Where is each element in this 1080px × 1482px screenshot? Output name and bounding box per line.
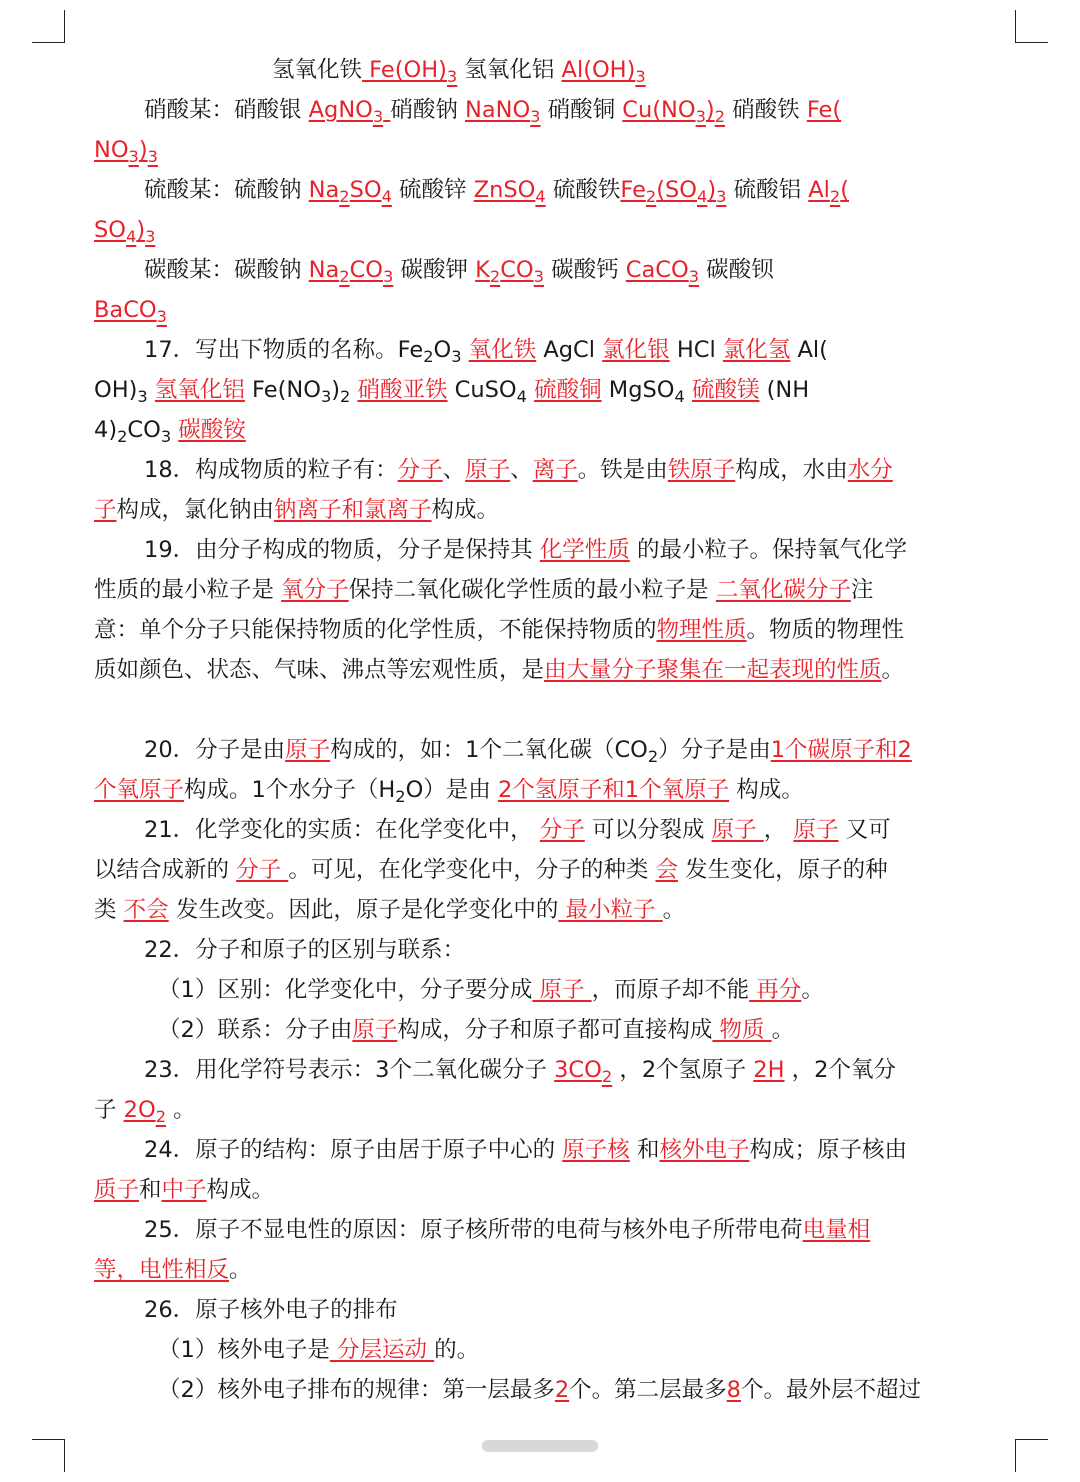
text-run: 。可见，在化学变化中，分子的种类	[288, 857, 656, 883]
subscript: 3	[451, 346, 462, 366]
answer-text: 电量相	[802, 1217, 871, 1243]
text-run: 构成，水由	[735, 457, 848, 483]
text-line	[94, 770, 984, 810]
text-run: 硫酸锌	[391, 177, 474, 203]
text-run: ，而原子却不能	[591, 977, 750, 1003]
text-run: 硫酸铁	[545, 177, 621, 203]
answer-text: NO	[94, 137, 129, 163]
text-run: 碳酸钙	[543, 257, 626, 283]
answer-text: 铁原子	[667, 457, 736, 483]
answer-subscript: 3	[688, 266, 699, 286]
document-body	[94, 50, 984, 1410]
answer-text: 离子	[532, 457, 578, 483]
subscript: 4	[674, 386, 685, 406]
answer-text: 原子	[285, 737, 331, 763]
answer-text: Na	[308, 177, 340, 203]
text-run	[148, 377, 155, 403]
answer-subscript: 3	[446, 66, 458, 86]
text-run: （2）联系：分子由	[158, 1017, 353, 1043]
answer-text: 分子	[539, 817, 585, 843]
text-run: 、	[510, 457, 533, 483]
text-run: ，	[763, 817, 794, 843]
answer-text: 硫酸镁	[691, 377, 760, 403]
answer-text: 最小粒子	[558, 897, 663, 923]
answer-subscript: 3	[128, 146, 139, 166]
answer-text: )	[707, 177, 717, 203]
text-run: 以结合成新的	[94, 857, 237, 883]
text-run: 。	[881, 657, 905, 683]
text-line	[94, 170, 984, 210]
answer-subscript: 2	[829, 186, 841, 206]
answer-text: 原子核	[562, 1137, 630, 1163]
text-run: Al(	[790, 337, 828, 363]
answer-text: Cu(NO	[622, 97, 696, 123]
subscript: 4	[516, 386, 527, 406]
answer-text: 核外电子	[659, 1137, 750, 1163]
answer-text: NaNO	[465, 97, 531, 123]
answer-text: 由大量分子聚集在一起表现的性质	[544, 657, 882, 683]
crop-mark-bottom-left	[32, 1439, 65, 1472]
answer-text: Al	[808, 177, 830, 203]
answer-text: 中子	[161, 1177, 207, 1203]
text-run: 的最小粒子。保持氧气化学	[629, 537, 907, 563]
answer-subscript: 3	[716, 186, 727, 206]
text-run: CO	[127, 417, 161, 443]
text-run: 个。最外层不超过	[741, 1377, 922, 1403]
answer-text: SO	[349, 177, 382, 203]
answer-subscript: 3	[145, 226, 156, 246]
text-line	[94, 1250, 984, 1290]
answer-text: 分层运动	[329, 1337, 435, 1363]
text-line	[94, 810, 984, 850]
answer-subscript: 3	[147, 146, 158, 166]
text-run: 4)	[94, 417, 118, 443]
text-line	[94, 1050, 984, 1090]
text-run: 发生变化，原子的种	[677, 857, 888, 883]
text-run: 构成，氯化钠由	[116, 497, 275, 523]
text-run: 硫酸某：硫酸钠	[144, 177, 309, 203]
text-line	[94, 290, 984, 330]
text-run: 21．化学变化的实质：在化学变化中，	[144, 817, 540, 843]
text-run: 和	[629, 1137, 660, 1163]
text-line	[94, 930, 984, 970]
answer-subscript: 2	[645, 186, 657, 206]
text-line	[94, 1010, 984, 1050]
text-run: 子	[94, 1097, 124, 1123]
answer-subscript: 2	[155, 1106, 166, 1126]
answer-text: 原子	[711, 817, 764, 843]
answer-text: 硝酸亚铁	[357, 377, 448, 403]
text-run: 构成。	[431, 497, 500, 523]
crop-mark-bottom-right	[1015, 1439, 1048, 1472]
subscript: 3	[160, 426, 172, 446]
text-run: 。	[771, 1017, 795, 1043]
text-run: 构成，分子和原子都可直接构成	[397, 1017, 713, 1043]
text-run: 。	[662, 897, 686, 923]
answer-text: 1个碳原子和2	[770, 737, 912, 763]
text-line	[94, 370, 984, 410]
text-run: 碳酸钾	[393, 257, 476, 283]
subscript: 2	[647, 746, 659, 766]
text-run: O	[433, 337, 452, 363]
text-run: 保持二氧化碳化学性质的最小粒子是	[348, 577, 716, 603]
text-line	[94, 970, 984, 1010]
answer-text: 氯化银	[602, 337, 670, 363]
answer-subscript: 3	[383, 266, 394, 286]
answer-text: CaCO	[625, 257, 689, 283]
text-line	[94, 410, 984, 450]
crop-mark-top-left	[32, 10, 65, 43]
text-run: 18．构成物质的粒子有：	[144, 457, 398, 483]
answer-subscript: 3	[695, 106, 706, 126]
answer-subscript: 4	[535, 186, 546, 206]
text-run: 质如颜色、状态、气味、沸点等宏观性质，是	[94, 657, 545, 683]
text-run: 25．原子不显电性的原因：原子核所带的电荷与核外电子所带电荷	[144, 1217, 803, 1243]
answer-text: 2	[554, 1377, 570, 1403]
text-run: 可以分裂成	[584, 817, 712, 843]
answer-text: 氯化氢	[722, 337, 791, 363]
text-run: 22．分子和原子的区别与联系：	[144, 937, 466, 963]
answer-text: CO	[349, 257, 384, 283]
text-run: （1）核外电子是	[158, 1337, 330, 1363]
answer-text: 等，电性相反	[94, 1257, 230, 1283]
answer-subscript: 2	[714, 106, 725, 126]
text-run: 。铁是由	[577, 457, 668, 483]
answer-text: CO	[500, 257, 534, 283]
text-run: 类	[94, 897, 124, 923]
text-run	[350, 377, 357, 403]
crop-mark-top-right	[1015, 10, 1048, 43]
text-line	[94, 1290, 984, 1330]
text-run: 个。第二层最多	[569, 1377, 727, 1403]
answer-text: 化学性质	[539, 537, 630, 563]
answer-subscript: 4	[697, 186, 708, 206]
answer-text: 水分	[847, 457, 893, 483]
text-run: 构成的，如：1个二氧化碳（CO	[330, 737, 648, 763]
answer-text: 会	[655, 857, 678, 883]
text-run	[462, 337, 469, 363]
answer-text: 氧化铁	[468, 337, 537, 363]
answer-text: 2O	[123, 1097, 156, 1123]
answer-text: BaCO	[94, 297, 157, 323]
text-run: 。	[229, 1257, 252, 1283]
answer-text: 原子	[465, 457, 511, 483]
answer-text: Fe(OH)	[362, 57, 447, 83]
subscript: 3	[320, 386, 332, 406]
answer-text: 硫酸铜	[534, 377, 602, 403]
answer-text: 子	[94, 497, 117, 523]
answer-text: 分子	[397, 457, 443, 483]
answer-subscript: 3	[372, 106, 384, 126]
text-run: 氢氧化铁	[272, 57, 363, 83]
text-run: 24．原子的结构：原子由居于原子中心的	[144, 1137, 563, 1163]
text-run: 20．分子是由	[144, 737, 286, 763]
answer-text: SO	[94, 217, 126, 243]
answer-text: )	[138, 137, 148, 163]
text-line	[94, 1090, 984, 1130]
answer-text: )	[705, 97, 715, 123]
answer-text: 物理性质	[656, 617, 747, 643]
text-run: HCl	[669, 337, 723, 363]
answer-text: 8	[726, 1377, 741, 1403]
answer-text: AgNO	[308, 97, 373, 123]
answer-subscript: 3	[635, 66, 646, 86]
text-run: 。物质的物理性	[746, 617, 905, 643]
text-run: 26．原子核外电子的排布	[144, 1297, 398, 1323]
text-run: 硫酸铝	[726, 177, 809, 203]
text-line	[94, 250, 984, 290]
text-run: 和	[139, 1177, 162, 1203]
text-run: 硝酸钠	[390, 97, 465, 123]
answer-subscript: 2	[489, 266, 501, 286]
text-run	[685, 377, 692, 403]
text-run: 硝酸铁	[725, 97, 807, 123]
text-line	[94, 730, 984, 770]
answer-text: Na	[308, 257, 340, 283]
text-run: （1）区别：化学变化中，分子要分成	[158, 977, 533, 1003]
text-run: 氢氧化铝	[457, 57, 562, 83]
text-run: 构成。1个水分子（H	[184, 777, 396, 803]
answer-subscript: 2	[601, 1066, 613, 1086]
text-run: 。	[801, 977, 824, 1003]
text-run: 构成。	[206, 1177, 275, 1203]
answer-text: Fe	[620, 177, 646, 203]
text-run: 发生改变。因此，原子是化学变化中的	[168, 897, 559, 923]
answer-text: 3CO	[554, 1057, 602, 1083]
text-line	[94, 610, 984, 650]
subscript: 2	[395, 786, 406, 806]
text-run: O）是由	[405, 777, 498, 803]
text-line	[94, 490, 984, 530]
answer-text: (	[840, 177, 849, 203]
answer-subscript: 3	[533, 266, 544, 286]
answer-subscript: 4	[126, 226, 137, 246]
answer-text: Fe(	[806, 97, 842, 123]
answer-text: 原子	[793, 817, 839, 843]
answer-text: 物质	[712, 1017, 772, 1043]
text-line	[94, 530, 984, 570]
text-line	[94, 890, 984, 930]
answer-text: 个氧原子	[94, 777, 185, 803]
answer-text: 氧分子	[281, 577, 349, 603]
answer-text: 2个氢原子和1个氧原子	[497, 777, 730, 803]
text-run: )	[331, 377, 341, 403]
answer-subscript: 4	[381, 186, 392, 206]
subscript: 2	[423, 346, 434, 366]
text-run: 又可	[838, 817, 891, 843]
text-line	[94, 130, 984, 170]
answer-subscript: 2	[339, 186, 350, 206]
answer-text: 质子	[94, 1177, 140, 1203]
text-line	[94, 1170, 984, 1210]
blank-line	[94, 690, 984, 730]
answer-text: 二氧化碳分子	[715, 577, 851, 603]
text-line	[94, 1370, 984, 1410]
text-line	[94, 1210, 984, 1250]
text-run: 注	[850, 577, 874, 603]
answer-text: 原子	[352, 1017, 398, 1043]
text-run: （2）核外电子排布的规律：第一层最多	[158, 1377, 555, 1403]
answer-text: 2H	[753, 1057, 785, 1083]
text-line	[94, 210, 984, 250]
text-run: 碳酸钡	[699, 257, 774, 283]
text-run: 性质的最小粒子是	[94, 577, 282, 603]
text-run: 、	[442, 457, 466, 483]
text-run: 。	[166, 1097, 196, 1123]
text-run: Fe(NO	[244, 377, 321, 403]
answer-text: 原子	[532, 977, 592, 1003]
text-line	[94, 650, 984, 690]
text-run: 硝酸某：硝酸银	[144, 97, 309, 123]
subscript: 2	[117, 426, 128, 446]
answer-subscript: 3	[156, 306, 167, 326]
answer-text: ZnSO	[473, 177, 536, 203]
answer-subscript: 2	[339, 266, 350, 286]
text-run: 的。	[434, 1337, 480, 1363]
text-line	[94, 50, 984, 90]
text-run: OH)	[94, 377, 138, 403]
answer-text: 碳酸铵	[178, 417, 246, 443]
subscript: 3	[137, 386, 148, 406]
text-line	[94, 1130, 984, 1170]
text-run: 19．由分子构成的物质，分子是保持其	[144, 537, 540, 563]
answer-text: 氢氧化铝	[154, 377, 245, 403]
subscript: 2	[340, 386, 351, 406]
text-run: (NH	[759, 377, 810, 403]
text-line	[94, 1330, 984, 1370]
text-run: ，2个氧分	[784, 1057, 896, 1083]
text-line	[94, 90, 984, 130]
answer-subscript: 3	[530, 106, 541, 126]
text-line	[94, 570, 984, 610]
text-run: CuSO	[447, 377, 517, 403]
text-run: 碳酸某：碳酸钠	[144, 257, 309, 283]
text-line	[94, 330, 984, 370]
text-run: 意：单个分子只能保持物质的化学性质，不能保持物质的	[94, 617, 657, 643]
answer-text: 钠离子和氯离子	[274, 497, 432, 523]
text-run: 23．用化学符号表示：3个二氧化碳分子	[144, 1057, 555, 1083]
text-run: 17．写出下物质的名称。Fe	[144, 337, 424, 363]
scroll-indicator[interactable]	[482, 1440, 598, 1452]
text-run: 构成；原子核由	[749, 1137, 907, 1163]
answer-text: 不会	[123, 897, 169, 923]
text-run: AgCl	[536, 337, 603, 363]
text-run: 构成。	[729, 777, 804, 803]
answer-text: 分子	[236, 857, 289, 883]
answer-text: K	[475, 257, 490, 283]
text-run: ，2个氢原子	[612, 1057, 754, 1083]
text-line	[94, 850, 984, 890]
answer-text: (SO	[656, 177, 698, 203]
text-line	[94, 450, 984, 490]
text-run: ）分子是由	[658, 737, 771, 763]
text-run: MgSO	[601, 377, 675, 403]
text-run: 硝酸铜	[540, 97, 623, 123]
answer-text: )	[136, 217, 146, 243]
answer-text: 再分	[749, 977, 802, 1003]
answer-text: Al(OH)	[561, 57, 636, 83]
